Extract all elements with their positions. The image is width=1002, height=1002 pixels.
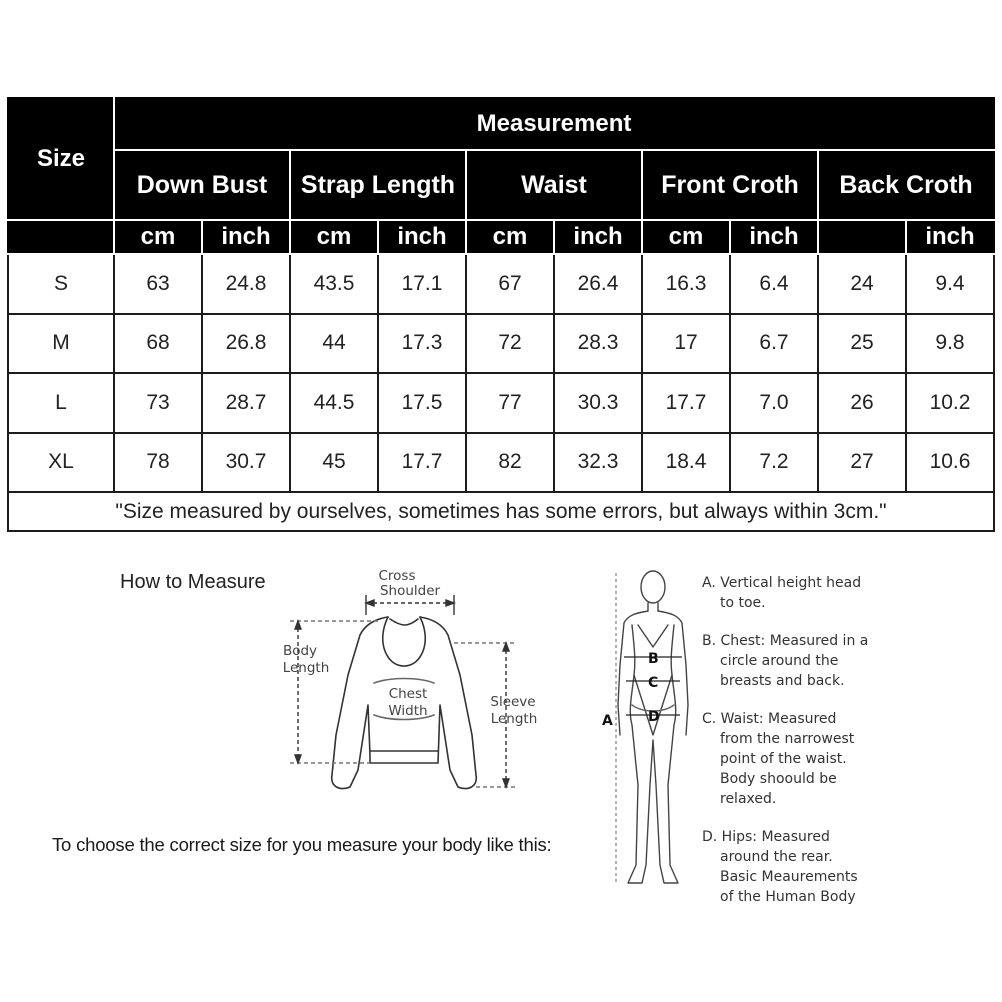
unit-header: cm <box>642 220 730 254</box>
value-cell: 6.7 <box>730 314 818 374</box>
value-cell: 16.3 <box>642 254 730 314</box>
letter-d: D <box>648 709 660 725</box>
chest-width-label-1: Chest <box>388 686 428 702</box>
legend-item-first-line: B. Chest: Measured in a <box>702 633 869 649</box>
size-column-header: Size <box>8 98 114 220</box>
letter-b: B <box>648 651 659 667</box>
legend-item-detail: from the narrowest point of the waist. Body shoould be relaxed. <box>720 731 855 807</box>
sleeve-length-label-2: Length <box>490 711 538 727</box>
legend-item-a <box>700 573 900 613</box>
legend-item-first-line: D. Hips: Measured <box>702 829 830 845</box>
value-cell: 10.6 <box>906 433 994 493</box>
value-cell: 73 <box>114 373 202 433</box>
value-cell: 25 <box>818 314 906 374</box>
value-cell: 72 <box>466 314 554 374</box>
body-length-label-1: Body <box>282 643 318 659</box>
measure-legend <box>700 573 900 907</box>
value-cell: 43.5 <box>290 254 378 314</box>
legend-item-detail: around the rear. Basic Meaurements of the Human Body <box>720 849 858 905</box>
value-cell: 17 <box>642 314 730 374</box>
body-figure-illustration <box>598 565 698 895</box>
value-cell: 78 <box>114 433 202 493</box>
legend-item-c <box>700 709 900 809</box>
measurement-header: Measurement <box>114 98 994 150</box>
size-cell: M <box>8 314 114 374</box>
measure-instruction: To choose the correct size for you measure your body like this: <box>52 834 552 855</box>
value-cell: 17.3 <box>378 314 466 374</box>
value-cell: 24.8 <box>202 254 290 314</box>
legend-item-first-line: A. Vertical height head <box>702 575 862 591</box>
value-cell: 27 <box>818 433 906 493</box>
size-chart-table <box>7 97 995 532</box>
group-header-down-bust: Down Bust <box>114 150 290 220</box>
group-header-strap-length: Strap Length <box>290 150 466 220</box>
value-cell: 26.8 <box>202 314 290 374</box>
group-header-waist: Waist <box>466 150 642 220</box>
unit-header: inch <box>554 220 642 254</box>
group-header-front-croth: Front Croth <box>642 150 818 220</box>
legend-item-d <box>700 827 900 907</box>
legend-item-first-line: C. Waist: Measured <box>702 711 837 727</box>
letter-c: C <box>648 675 659 691</box>
unit-header: cm <box>290 220 378 254</box>
size-cell: S <box>8 254 114 314</box>
unit-header: inch <box>202 220 290 254</box>
value-cell: 17.5 <box>378 373 466 433</box>
value-cell: 30.7 <box>202 433 290 493</box>
table-row <box>8 433 994 493</box>
legend-item-detail: to toe. <box>720 595 766 611</box>
unit-header: inch <box>378 220 466 254</box>
size-cell: XL <box>8 433 114 493</box>
value-cell: 17.7 <box>642 373 730 433</box>
value-cell: 44 <box>290 314 378 374</box>
value-cell: 18.4 <box>642 433 730 493</box>
chest-width-label-2: Width <box>388 703 428 719</box>
value-cell: 7.2 <box>730 433 818 493</box>
value-cell: 30.3 <box>554 373 642 433</box>
unit-header: cm <box>466 220 554 254</box>
unit-header: cm <box>114 220 202 254</box>
legend-item-detail: circle around the breasts and back. <box>720 653 845 689</box>
cross-shoulder-label-2: Shoulder <box>379 583 441 599</box>
table-row <box>8 314 994 374</box>
value-cell: 24 <box>818 254 906 314</box>
value-cell: 9.8 <box>906 314 994 374</box>
legend-item-b <box>700 631 900 691</box>
table-row <box>8 373 994 433</box>
table-row <box>8 254 994 314</box>
sleeve-length-label-1: Sleeve <box>490 694 536 710</box>
cross-shoulder-label-1: Cross <box>378 568 416 584</box>
unit-header: inch <box>730 220 818 254</box>
value-cell: 28.7 <box>202 373 290 433</box>
value-cell: 6.4 <box>730 254 818 314</box>
value-cell: 45 <box>290 433 378 493</box>
value-cell: 17.7 <box>378 433 466 493</box>
value-cell: 9.4 <box>906 254 994 314</box>
value-cell: 77 <box>466 373 554 433</box>
body-length-label-2: Length <box>282 660 330 676</box>
value-cell: 82 <box>466 433 554 493</box>
value-cell: 32.3 <box>554 433 642 493</box>
note-row <box>8 492 994 531</box>
value-cell: 28.3 <box>554 314 642 374</box>
value-cell: 17.1 <box>378 254 466 314</box>
unit-header-blank <box>8 220 114 254</box>
value-cell: 67 <box>466 254 554 314</box>
value-cell: 26.4 <box>554 254 642 314</box>
unit-header: inch <box>906 220 994 254</box>
shirt-measure-illustration <box>270 565 570 805</box>
value-cell: 68 <box>114 314 202 374</box>
how-to-measure-title: How to Measure <box>120 571 266 593</box>
value-cell: 7.0 <box>730 373 818 433</box>
value-cell: 63 <box>114 254 202 314</box>
value-cell: 44.5 <box>290 373 378 433</box>
unit-header <box>818 220 906 254</box>
value-cell: 26 <box>818 373 906 433</box>
size-cell: L <box>8 373 114 433</box>
letter-a: A <box>602 713 613 729</box>
group-header-back-croth: Back Croth <box>818 150 994 220</box>
value-cell: 10.2 <box>906 373 994 433</box>
measurement-note: "Size measured by ourselves, sometimes has some errors, but always within 3cm." <box>8 492 994 531</box>
